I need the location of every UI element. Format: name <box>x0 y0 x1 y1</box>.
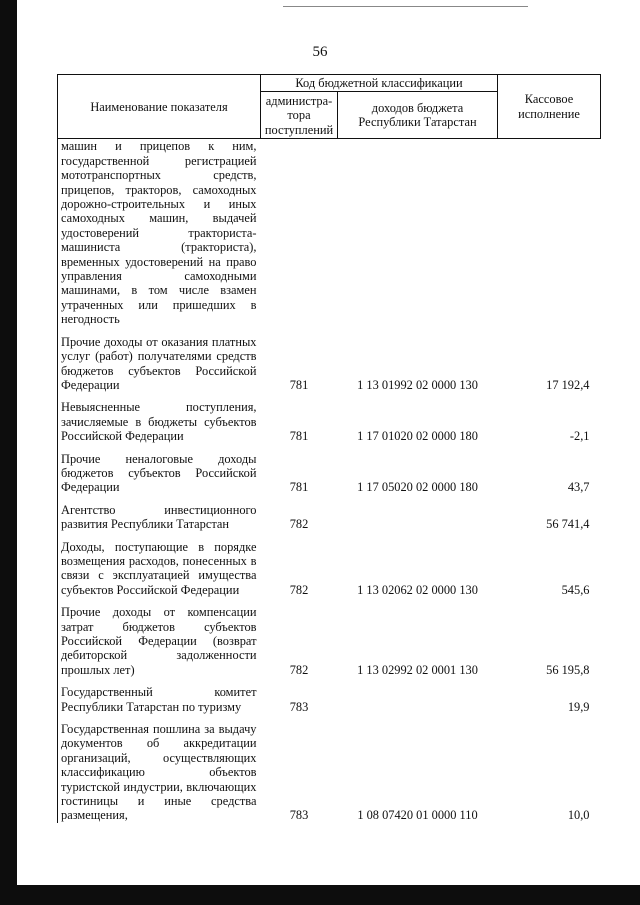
row-admin: 782 <box>289 662 309 677</box>
header-admin: администра-тора поступлений <box>261 92 338 139</box>
row-amount: 56 741,4 <box>546 517 590 532</box>
row-code: 1 08 07420 01 0000 110 <box>357 808 478 823</box>
header-code-group: Код бюджетной классификации <box>261 75 498 92</box>
row-amount: 56 195,8 <box>546 662 590 677</box>
row-amount <box>498 139 601 335</box>
page-number: 56 <box>312 44 328 60</box>
row-amount: 43,7 <box>567 480 590 495</box>
row-amount: 545,6 <box>561 582 590 597</box>
row-admin: 782 <box>289 517 309 532</box>
scan-top-line <box>283 6 528 7</box>
table-row <box>58 452 601 503</box>
scan-left-edge <box>0 0 17 905</box>
row-admin: 782 <box>289 582 309 597</box>
header-income: доходов бюджета Республики Татарстан <box>338 92 498 139</box>
table-row <box>58 503 601 540</box>
row-code <box>338 139 498 335</box>
table-row <box>58 605 601 685</box>
row-amount: 19,9 <box>567 699 590 714</box>
row-code: 1 13 02062 02 0000 130 <box>357 582 478 597</box>
table-row <box>58 335 601 401</box>
row-code: 1 17 05020 02 0000 180 <box>357 480 478 495</box>
table-row <box>58 139 601 335</box>
row-name: Прочие доходы от оказания платных услуг (работ) получателями средств бюджетов субъектов Российской Федерации <box>58 335 261 401</box>
row-code: 1 17 01020 02 0000 180 <box>357 429 478 444</box>
row-name: Государственный комитет Республики Татарстан по туризму <box>58 685 261 722</box>
row-amount: -2,1 <box>569 429 590 444</box>
table-row <box>58 400 601 451</box>
table-row <box>58 722 601 823</box>
row-name: Прочие доходы от компенсации затрат бюджетов субъектов Российской Федерации (возврат дебиторской задолженности прошлых лет) <box>58 605 261 685</box>
row-name: машин и прицепов к ним, государственной регистрацией мототранспортных средств, прицепов, тракторов, самоходных дорожно-строительных и иных самоходных машин, выдачей удостоверений тракториста-машиниста (тракториста), временных удостоверений на право управления самоходными машинами, в том числе взамен утраченных или пришедших в негодность <box>58 139 261 335</box>
row-code <box>338 503 498 540</box>
row-name: Доходы, поступающие в порядке возмещения расходов, понесенных в связи с эксплуатацией имущества субъектов Российской Федерации <box>58 540 261 606</box>
row-admin: 783 <box>289 808 309 823</box>
row-amount: 17 192,4 <box>546 377 590 392</box>
row-admin <box>261 139 338 335</box>
row-name: Прочие неналоговые доходы бюджетов субъектов Российской Федерации <box>58 452 261 503</box>
budget-table <box>57 74 601 823</box>
header-cash: Кассовое исполнение <box>498 75 601 139</box>
row-amount: 10,0 <box>567 808 590 823</box>
table-row <box>58 540 601 606</box>
row-name: Невыясненные поступления, зачисляемые в бюджеты субъектов Российской Федерации <box>58 400 261 451</box>
row-admin: 781 <box>289 480 309 495</box>
row-admin: 781 <box>289 429 309 444</box>
header-name: Наименование показателя <box>58 75 261 139</box>
row-name: Агентство инвестиционного развития Республики Татарстан <box>58 503 261 540</box>
row-name: Государственная пошлина за выдачу документов об аккредитации организаций, осуществляющих классификацию объектов туристской индустрии, включающих гостиницы и иные средства размещения, <box>58 722 261 823</box>
row-admin: 783 <box>289 699 309 714</box>
row-code: 1 13 01992 02 0000 130 <box>357 377 478 392</box>
table-row <box>58 685 601 722</box>
scan-bottom-edge <box>0 885 640 905</box>
row-code <box>338 685 498 722</box>
row-admin: 781 <box>289 377 309 392</box>
row-code: 1 13 02992 02 0001 130 <box>357 662 478 677</box>
